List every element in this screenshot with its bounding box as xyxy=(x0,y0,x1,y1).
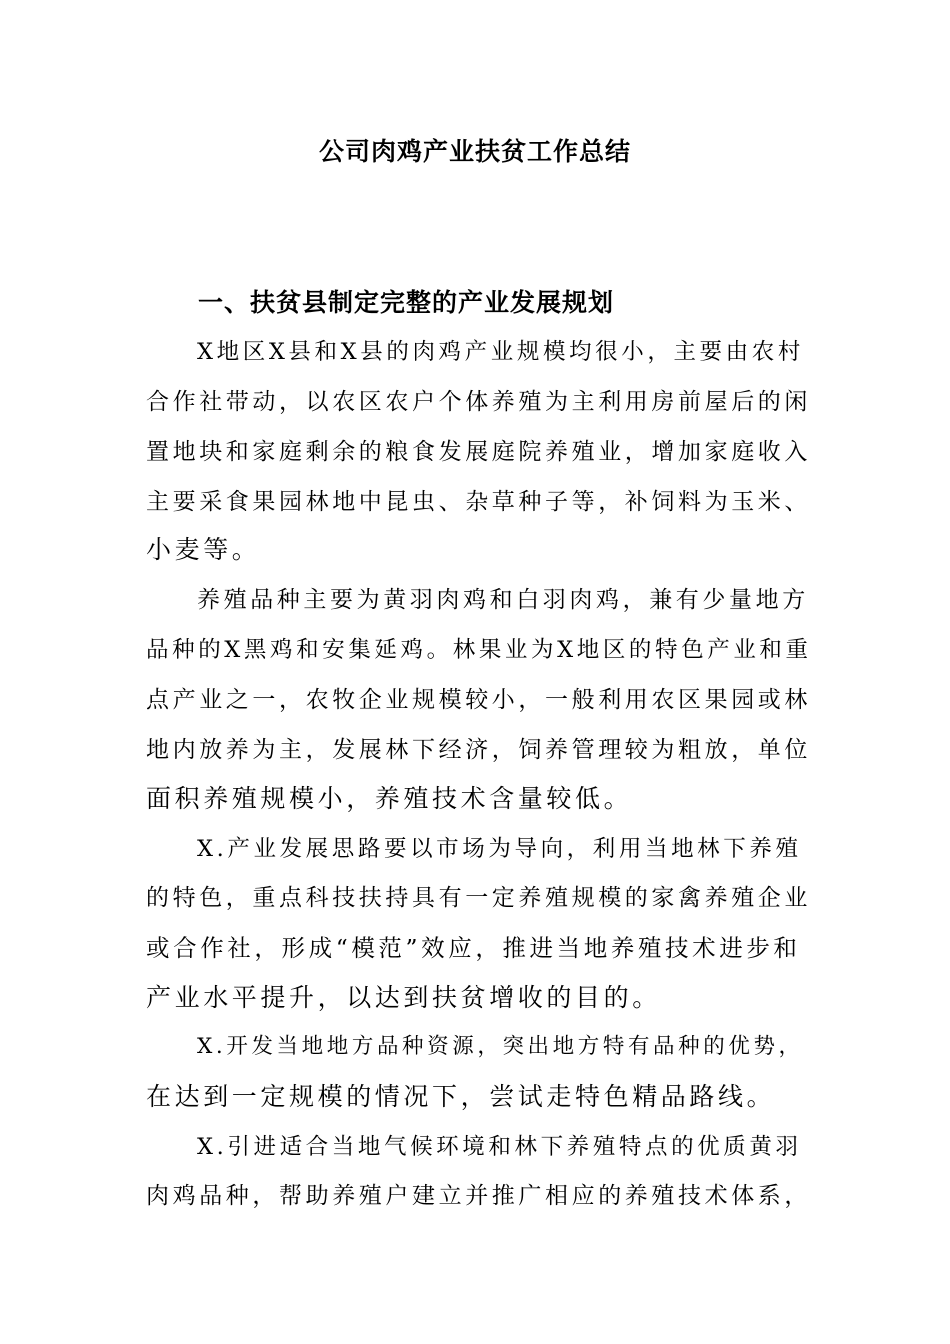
section-heading: 一、扶贫县制定完整的产业发展规划 xyxy=(198,288,615,317)
paragraph-line: 产业水平提升，以达到扶贫增收的目的。 xyxy=(146,983,661,1012)
paragraph-line: X.开发当地地方品种资源，突出地方特有品种的优势， xyxy=(197,1034,804,1059)
paragraph-line: 或合作社，形成“模范”效应，推进当地养殖技术进步和 xyxy=(146,934,801,962)
paragraph-line: 面积养殖规模小，养殖技术含量较低。 xyxy=(146,784,633,813)
paragraph-line: 肉鸡品种，帮助养殖户建立并推广相应的养殖技术体系， xyxy=(146,1183,811,1209)
paragraph-line: 合作社带动，以农区农户个体养殖为主利用房前屋后的闲 xyxy=(146,389,811,415)
paragraph-line: 点产业之一，农牧企业规模较小，一般利用农区果园或林 xyxy=(146,687,811,713)
paragraph-line: 置地块和家庭剩余的粮食发展庭院养殖业，增加家庭收入 xyxy=(146,439,811,465)
paragraph-line: X.引进适合当地气候环境和林下养殖特点的优质黄羽 xyxy=(197,1134,802,1160)
paragraph-line: 品种的X黑鸡和安集延鸡。林果业为X地区的特色产业和重 xyxy=(146,637,812,663)
document-title: 公司肉鸡产业扶贫工作总结 xyxy=(318,137,631,166)
paragraph-line: 地内放养为主，发展林下经济，饲养管理较为粗放，单位 xyxy=(146,737,811,763)
paragraph-line: X.产业发展思路要以市场为导向，利用当地林下养殖 xyxy=(197,836,802,862)
paragraph-line: 小麦等。 xyxy=(146,535,261,564)
paragraph-line: 在达到一定规模的情况下，尝试走特色精品路线。 xyxy=(146,1082,776,1111)
paragraph-line: X地区X县和X县的肉鸡产业规模均很小，主要由农村 xyxy=(197,339,804,365)
paragraph-line: 养殖品种主要为黄羽肉鸡和白羽肉鸡，兼有少量地方 xyxy=(197,587,809,613)
paragraph-line: 的特色，重点科技扶持具有一定养殖规模的家禽养殖企业 xyxy=(146,885,811,911)
paragraph-line: 主要采食果园林地中昆虫、杂草种子等，补饲料为玉米、 xyxy=(146,489,811,515)
